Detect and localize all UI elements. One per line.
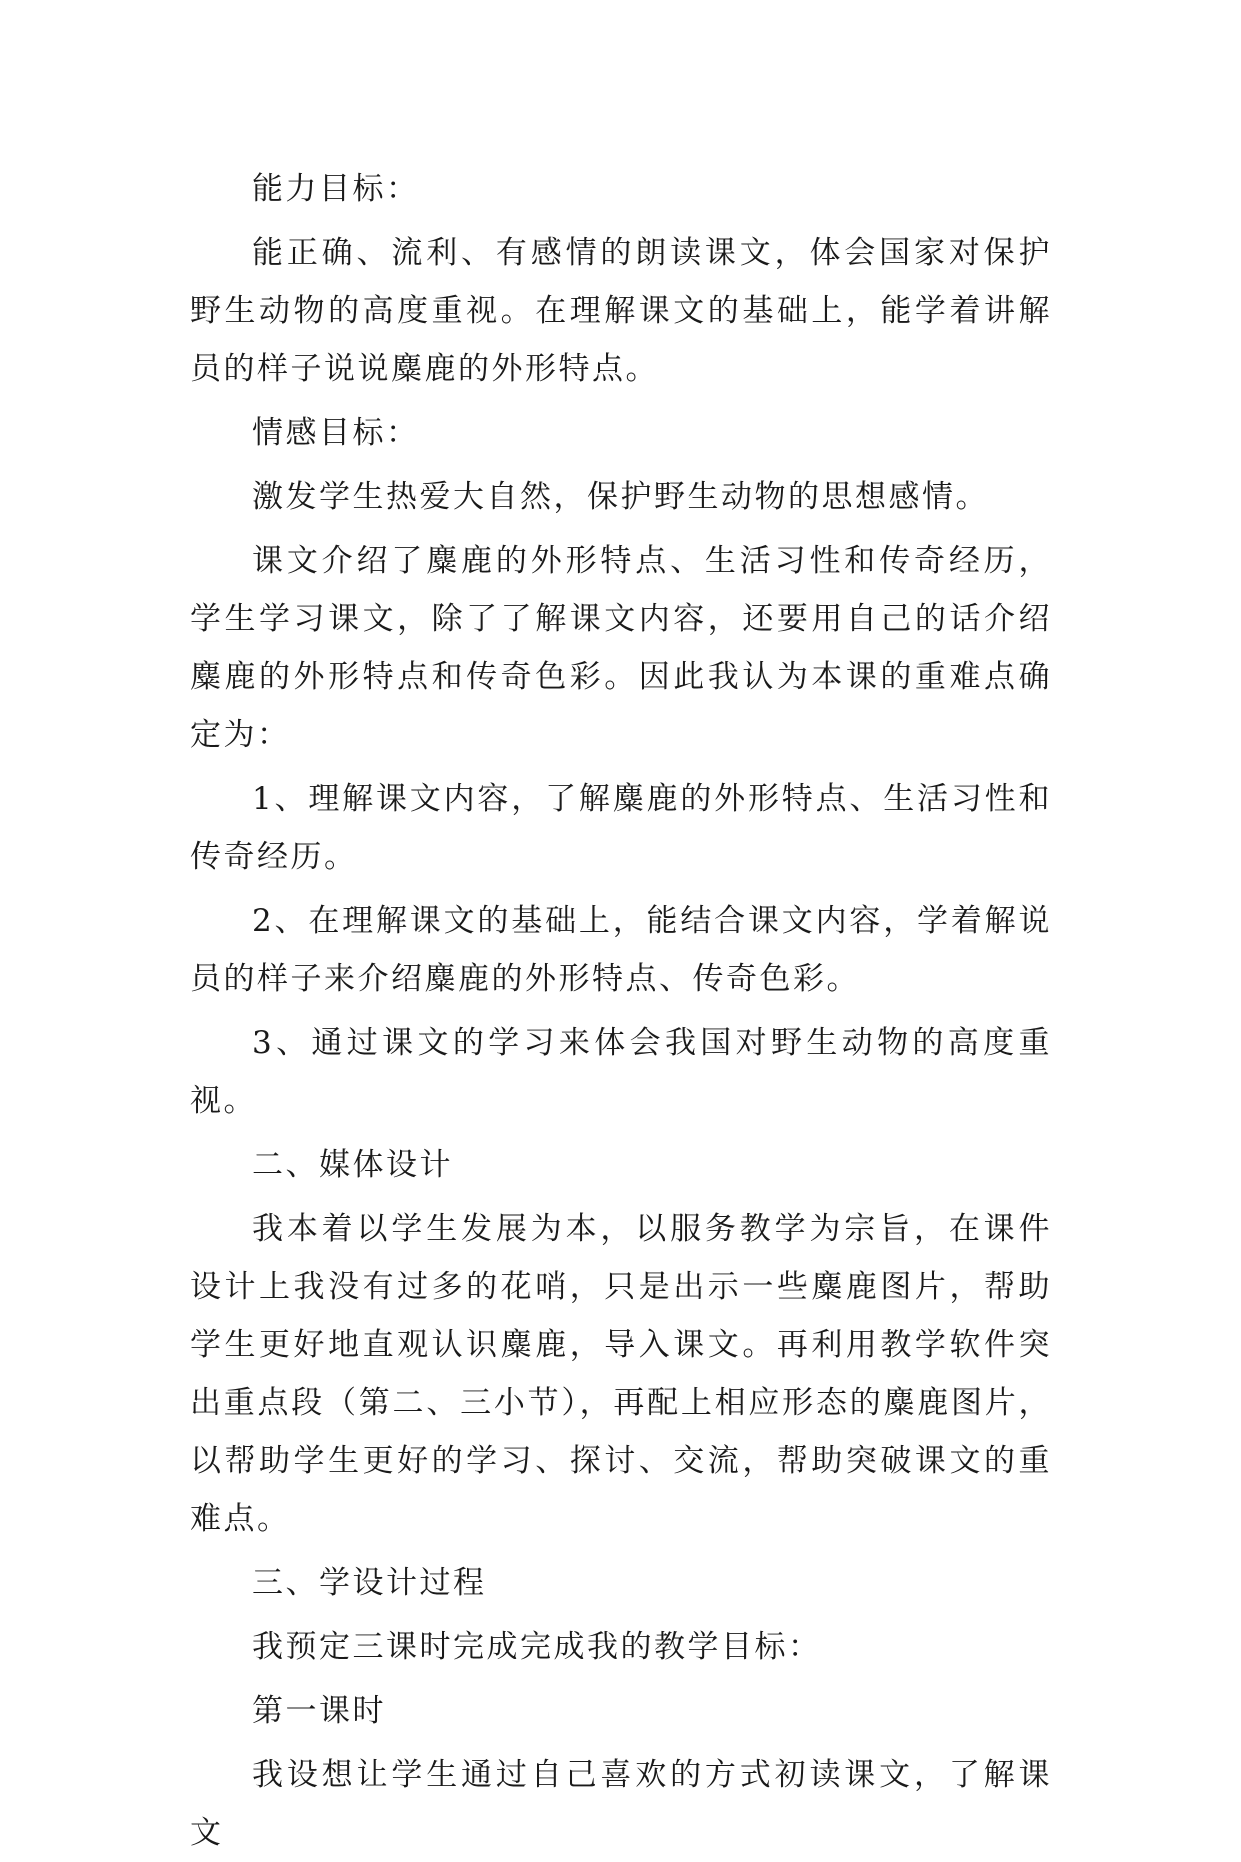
key-point-3: 3、通过课文的学习来体会我国对野生动物的高度重视。	[190, 1025, 1052, 1119]
document-body	[190, 160, 1052, 1862]
paragraph-first-lesson: 我设想让学生通过自己喜欢的方式初读课文，了解课文	[190, 1757, 1052, 1851]
paragraph-schedule: 我预定三课时完成完成我的教学目标：	[252, 1629, 822, 1665]
paragraph-emotion-goal: 激发学生热爱大自然，保护野生动物的思想感情。	[252, 479, 989, 515]
heading-ability-goal: 能力目标：	[252, 171, 420, 207]
key-point-2: 2、在理解课文的基础上，能结合课文内容，学着解说员的样子来介绍麋鹿的外形特点、传奇色彩。	[190, 903, 1052, 997]
paragraph-media-design: 我本着以学生发展为本，以服务教学为宗旨，在课件设计上我没有过多的花哨，只是出示一些麋鹿图片，帮助学生更好地直观认识麋鹿，导入课文。再利用教学软件突出重点段（第二、三小节），再配上相应形态的麋鹿图片，以帮助学生更好的学习、探讨、交流，帮助突破课文的重难点。	[190, 1211, 1052, 1537]
key-point-1: 1、理解课文内容，了解麋鹿的外形特点、生活习性和传奇经历。	[190, 781, 1052, 875]
section-heading-media-design: 二、媒体设计	[252, 1147, 453, 1183]
paragraph-key-points-intro: 课文介绍了麋鹿的外形特点、生活习性和传奇经历，学生学习课文，除了了解课文内容，还要用自己的话介绍麋鹿的外形特点和传奇色彩。因此我认为本课的重难点确定为：	[190, 543, 1052, 753]
heading-first-lesson: 第一课时	[252, 1693, 386, 1729]
paragraph-ability-goal: 能正确、流利、有感情的朗读课文，体会国家对保护野生动物的高度重视。在理解课文的基础上，能学着讲解员的样子说说麋鹿的外形特点。	[190, 235, 1052, 387]
heading-emotion-goal: 情感目标：	[252, 415, 420, 451]
section-heading-design-process: 三、学设计过程	[252, 1565, 487, 1601]
